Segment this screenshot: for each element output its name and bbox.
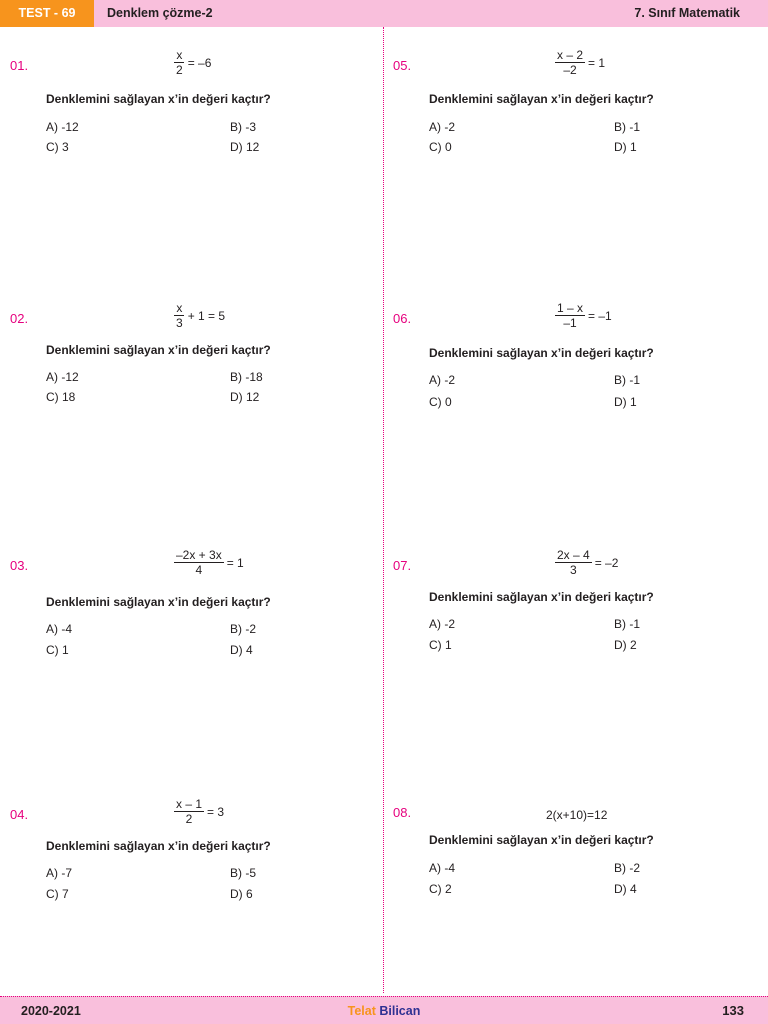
- numerator: –2x + 3x: [176, 548, 222, 562]
- numerator: x – 1: [176, 797, 203, 811]
- denominator: 3: [176, 316, 183, 330]
- option-d[interactable]: D) 12: [230, 140, 260, 154]
- option-d[interactable]: D) 1: [614, 140, 637, 154]
- school-year: 2020-2021: [21, 1004, 81, 1018]
- question-02: [10, 301, 380, 551]
- numerator: x: [176, 301, 183, 315]
- option-a[interactable]: A) -4: [46, 622, 73, 636]
- author-last-name: Bilican: [379, 1004, 421, 1018]
- option-d[interactable]: D) 4: [614, 882, 637, 896]
- question-number: 04.: [10, 807, 29, 822]
- course-name: 7. Sınıf Matematik: [634, 6, 740, 20]
- question-prompt: Denklemini sağlayan x’in değeri kaçtır?: [429, 590, 654, 604]
- page-number: 133: [722, 1003, 744, 1018]
- question-prompt: Denklemini sağlayan x’in değeri kaçtır?: [46, 343, 271, 357]
- denominator: –1: [563, 316, 577, 330]
- option-c[interactable]: C) 1: [429, 638, 452, 652]
- equation-rhs: = –6: [187, 55, 212, 70]
- question-number: 06.: [393, 311, 412, 326]
- option-d[interactable]: D) 4: [230, 643, 253, 657]
- option-d[interactable]: D) 6: [230, 887, 253, 901]
- question-number: 02.: [10, 311, 29, 326]
- question-prompt: Denklemini sağlayan x’in değeri kaçtır?: [46, 839, 271, 853]
- column-divider: [383, 27, 384, 993]
- option-c[interactable]: C) 7: [46, 887, 69, 901]
- question-prompt: Denklemini sağlayan x’in değeri kaçtır?: [46, 92, 271, 106]
- question-03: [10, 548, 380, 798]
- option-a[interactable]: A) -12: [46, 370, 79, 384]
- option-b[interactable]: B) -2: [230, 622, 257, 636]
- author-brand: [0, 997, 768, 1024]
- option-c[interactable]: C) 0: [429, 140, 452, 154]
- question-prompt: Denklemini sağlayan x’in değeri kaçtır?: [429, 833, 654, 847]
- option-b[interactable]: B) -3: [230, 120, 257, 134]
- option-b[interactable]: B) -18: [230, 370, 263, 384]
- option-c[interactable]: C) 1: [46, 643, 69, 657]
- question-05: [393, 48, 763, 298]
- option-d[interactable]: D) 12: [230, 390, 260, 404]
- question-number: 01.: [10, 58, 29, 73]
- test-label: TEST - 69: [0, 0, 94, 27]
- question-08: [393, 805, 763, 1024]
- option-d[interactable]: D) 2: [614, 638, 637, 652]
- option-c[interactable]: C) 18: [46, 390, 76, 404]
- question-prompt: Denklemini sağlayan x’in değeri kaçtır?: [46, 595, 271, 609]
- option-a[interactable]: A) -7: [46, 866, 73, 880]
- option-d[interactable]: D) 1: [614, 395, 637, 409]
- question-number: 07.: [393, 558, 412, 573]
- equation: [555, 48, 605, 77]
- question-number: 05.: [393, 58, 412, 73]
- numerator: x: [176, 48, 183, 62]
- page-header: [0, 0, 768, 27]
- equation: [546, 808, 607, 822]
- numerator: 2x – 4: [557, 548, 590, 562]
- option-a[interactable]: A) -4: [429, 861, 456, 875]
- equation: [174, 797, 224, 826]
- option-b[interactable]: B) -5: [230, 866, 257, 880]
- option-b[interactable]: B) -1: [614, 120, 641, 134]
- question-prompt: Denklemini sağlayan x’in değeri kaçtır?: [429, 92, 654, 106]
- worksheet-title: Denklem çözme-2: [107, 6, 213, 20]
- equation: [174, 48, 211, 77]
- page-footer: [0, 996, 768, 1024]
- option-a[interactable]: A) -12: [46, 120, 79, 134]
- option-b[interactable]: B) -1: [614, 373, 641, 387]
- equation: [555, 548, 618, 577]
- option-c[interactable]: C) 3: [46, 140, 69, 154]
- denominator: 2: [185, 812, 193, 826]
- equation-rhs: = 3: [207, 804, 225, 819]
- equation-rhs: = –2: [594, 555, 619, 570]
- option-c[interactable]: C) 2: [429, 882, 452, 896]
- question-01: [10, 48, 380, 298]
- question-number: 03.: [10, 558, 29, 573]
- equation: [555, 301, 612, 330]
- equation-rhs: = –1: [588, 308, 612, 323]
- denominator: –2: [563, 63, 577, 77]
- numerator: x – 2: [557, 48, 584, 62]
- equation-text: 2(x+10)=12: [546, 808, 608, 822]
- question-number: 08.: [393, 805, 412, 820]
- denominator: 4: [195, 563, 203, 577]
- denominator: 3: [570, 563, 577, 577]
- option-a[interactable]: A) -2: [429, 120, 456, 134]
- option-b[interactable]: B) -2: [614, 861, 641, 875]
- option-b[interactable]: B) -1: [614, 617, 641, 631]
- question-07: [393, 548, 763, 798]
- equation: [174, 301, 225, 330]
- option-a[interactable]: A) -2: [429, 617, 456, 631]
- question-04: [10, 797, 380, 1024]
- equation-rhs: = 1: [588, 55, 606, 70]
- numerator: 1 – x: [557, 301, 584, 315]
- question-prompt: Denklemini sağlayan x’in değeri kaçtır?: [429, 346, 654, 360]
- equation-rhs: + 1 = 5: [187, 308, 226, 323]
- equation: [174, 548, 244, 577]
- equation-rhs: = 1: [226, 555, 244, 570]
- denominator: 2: [176, 63, 183, 77]
- option-c[interactable]: C) 0: [429, 395, 452, 409]
- question-06: [393, 301, 763, 551]
- author-first-name: Telat: [347, 1004, 376, 1018]
- option-a[interactable]: A) -2: [429, 373, 456, 387]
